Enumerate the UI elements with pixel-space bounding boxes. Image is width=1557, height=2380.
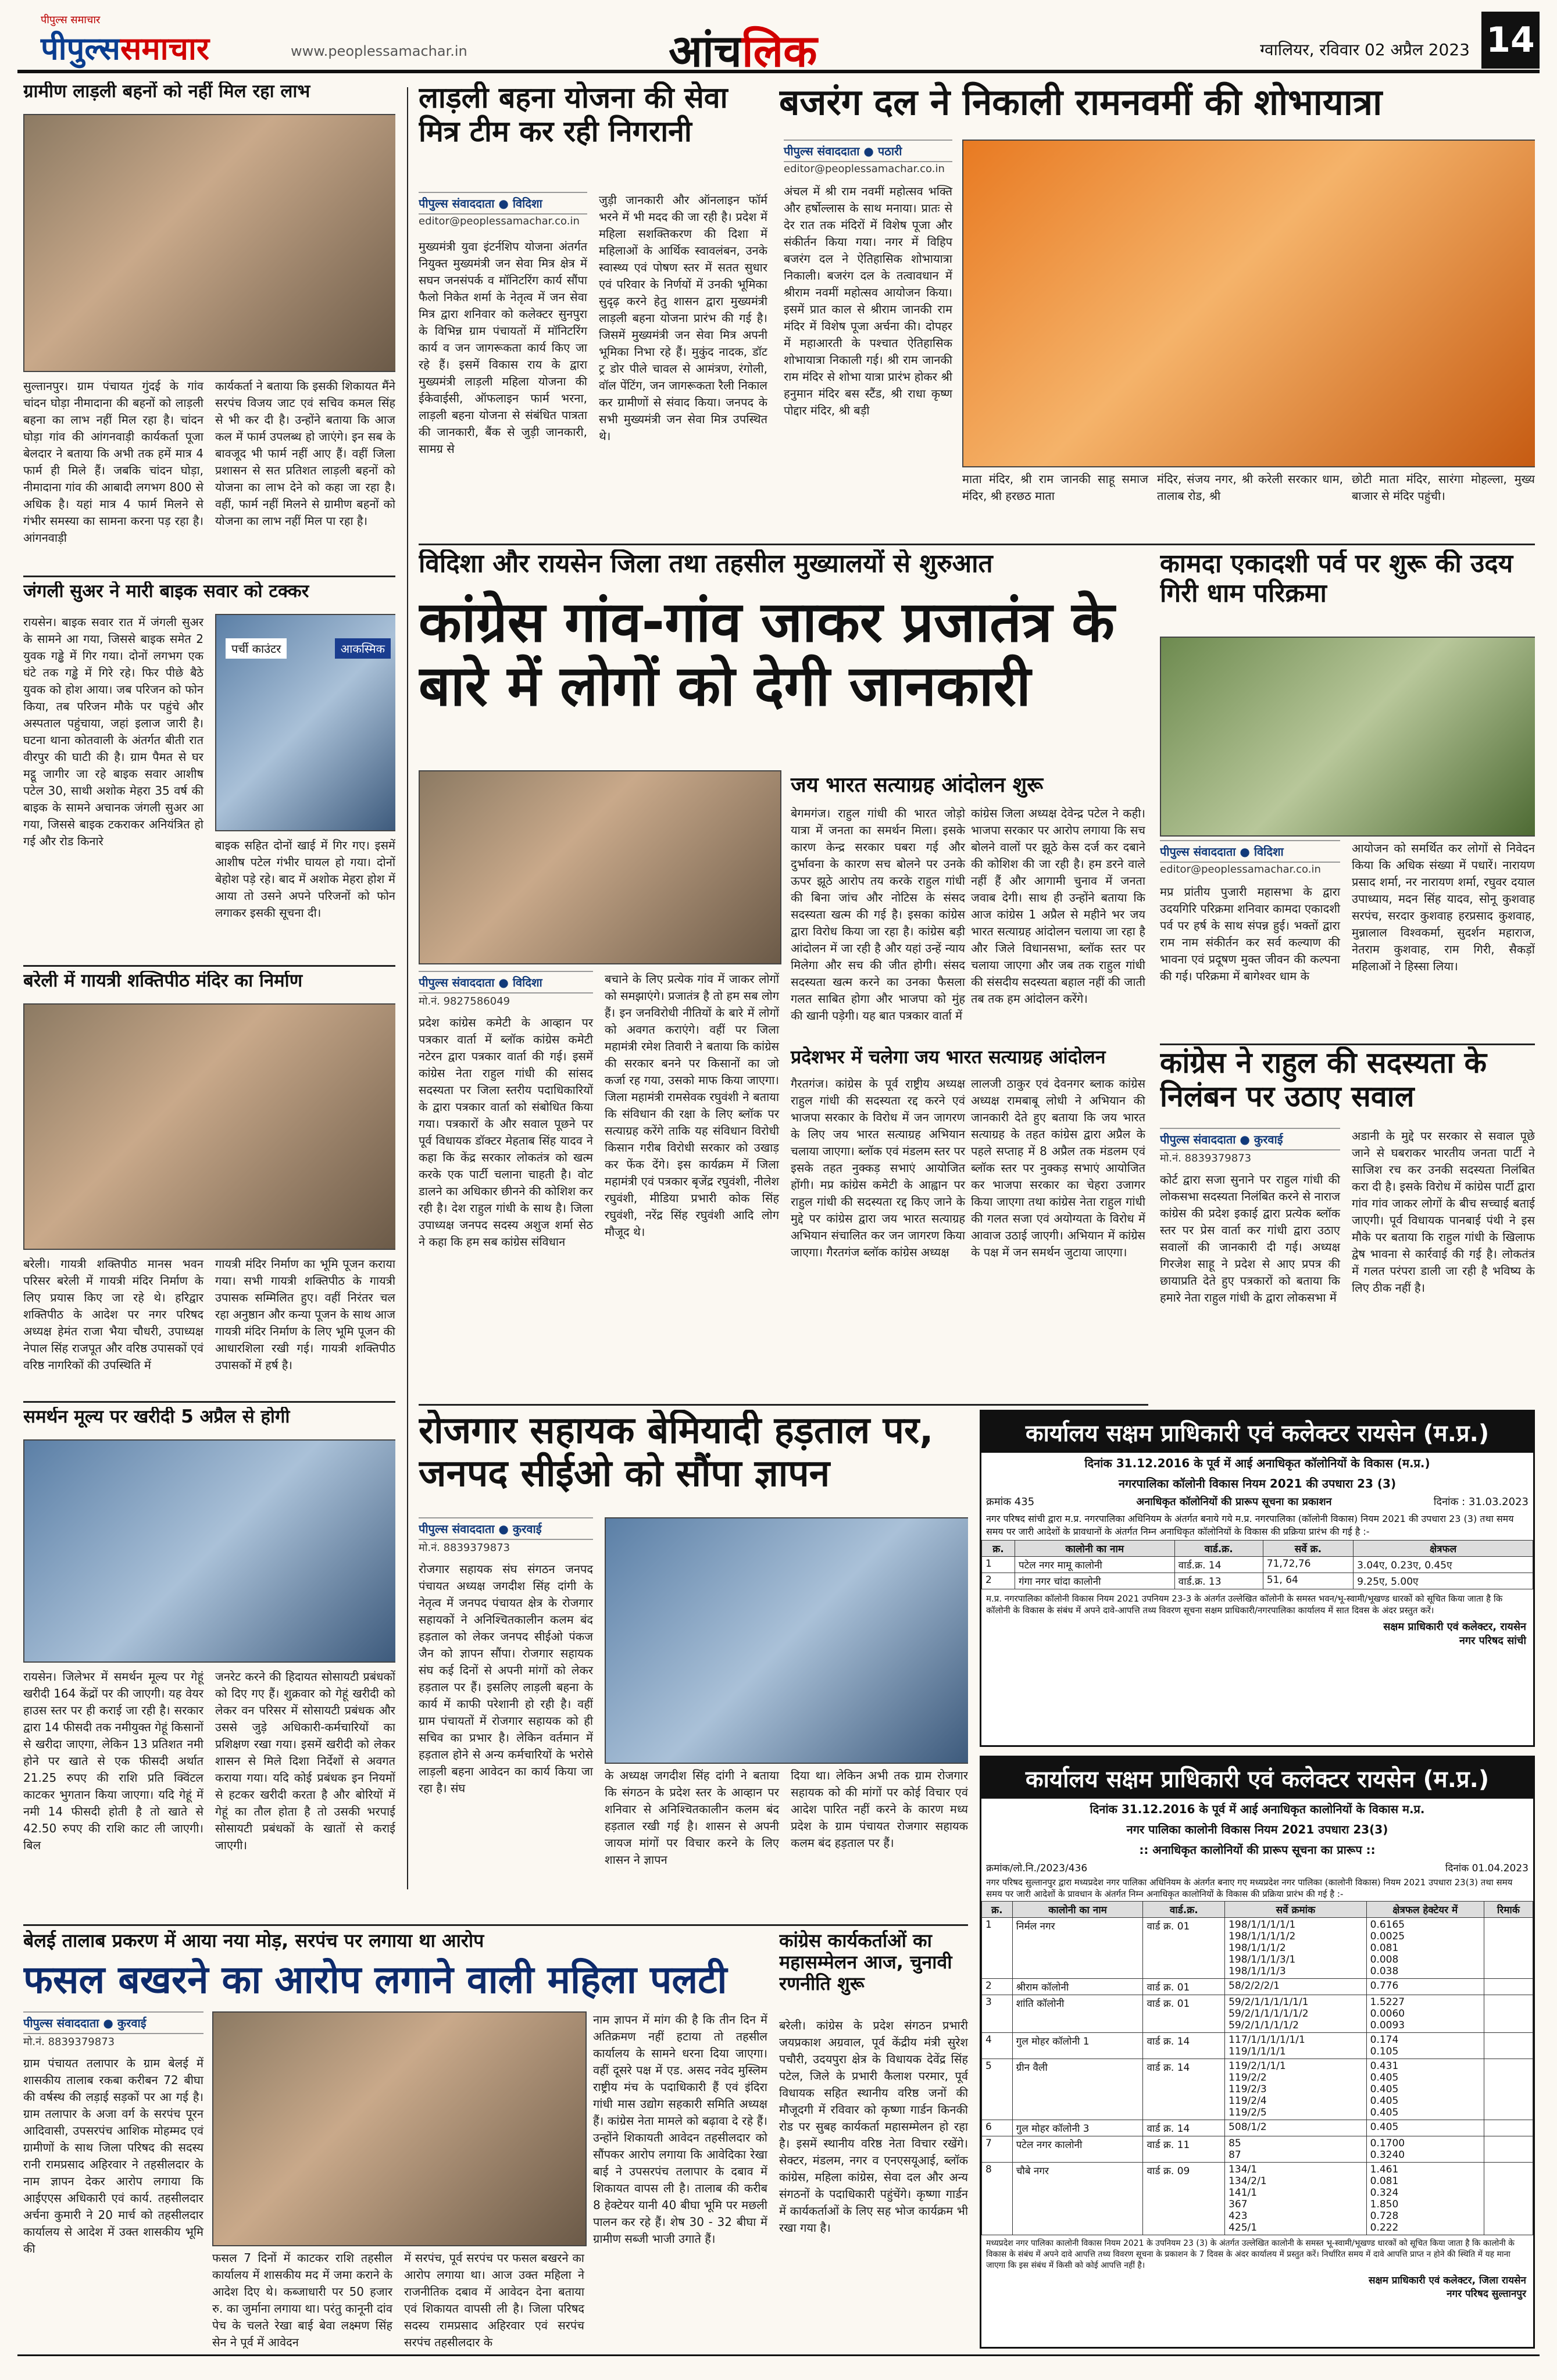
byline: पीपुल्स संवाददाता ● पठारी	[784, 140, 952, 162]
story-text: अडानी के मुद्दे पर सरकार से सवाल पूछे जाने से घबराकर भारतीय जनता पार्टी ने साजिश रच कर उनकी सदस्यता निलंबित करा दी है। इसके विरोध में कांग्रेस पार्टी द्वारा गांव गांव जाकर लोगों के बीच सच्चाई बताई जाएगी। पूर्व विधायक पानबाई पंथी ने इस मौके पर बताया कि राहुल गांधी के खिलाफ द्वेष भावना से कार्रवाई की गई है। लोकतंत्र में गलत परंपरा डाली जा रही है भविष्य के लिए ठीक नहीं है।	[1352, 1129, 1535, 1295]
table-cell: 119/2/1/1/1 119/2/2 119/2/3 119/2/4 119/2/5	[1225, 2059, 1367, 2120]
byline: पीपुल्स संवाददाता ● विदिशा	[419, 971, 593, 994]
table-cell: 134/1 134/2/1 141/1 367 423 425/1	[1225, 2163, 1367, 2235]
table-cell	[1484, 1979, 1533, 1995]
headline: कांग्रेस कार्यकर्ताओं का महासम्मेलन आज, चुनावी रणनीति शुरू	[779, 1930, 952, 1995]
table-cell: 85 87	[1225, 2136, 1367, 2163]
story-ekadashi	[1160, 549, 1535, 1038]
headline: रोजगार सहायक बेमियादी हड़ताल पर, जनपद सीईओ को सौंपा ज्ञापन	[419, 1410, 934, 1495]
photo-procession	[962, 140, 1535, 467]
legal-notice-sultanpur	[980, 1756, 1535, 2349]
photo-hospital	[215, 614, 395, 831]
story-wheat-purchase	[23, 1407, 395, 1895]
table-cell	[1484, 2033, 1533, 2059]
table-cell: 1.461 0.081 0.324 1.850 0.728 0.222	[1366, 2163, 1484, 2235]
story-text: जनरेट करने की हिदायत सोसायटी प्रबंधकों को दिए गए हैं। शुक्रवार को गेहूं खरीदी को लेकर वन परिसर में सोसायटी प्रबंधक और उससे जुड़े अधिकारी-कर्मचारियों का प्रशिक्षण रखा गया। इसमें खरीदी को लेकर शासन से मिले दिशा निर्देशों से अवगत कराया गया। यदि कोई प्रबंधक इन नियमों से हटकर खरीदी करता है और बोरियों में गेहूं का तौल होता है तो उसकी भरपाई सोसायटी प्रबंधकों के खातों से कराई जाएगी।	[215, 1670, 395, 1852]
table-cell: 198/1/1/1/1/1 198/1/1/1/1/2 198/1/1/1/2 198/1/1/1/3/1 198/1/1/1/3	[1225, 1918, 1367, 1979]
notice-subtitle: दिनांक 31.12.2016 के पूर्व में आई अनाधिकृत कॉलोनियों के विकास (म.प्र.)	[1084, 1456, 1430, 1470]
table-cell: निर्मल नगर	[1012, 1918, 1143, 1979]
byline: पीपुल्स संवाददाता ● कुरवाई	[23, 2011, 203, 2034]
table-cell	[1484, 2136, 1533, 2163]
notice-signature: सक्षम प्राधिकारी एवं कलेक्टर, रायसेन	[1383, 1621, 1526, 1633]
story-text: जुड़ी जानकारी और ऑनलाइन फॉर्म भरने में भी मदद की जा रही है। प्रदेश में महिला सशक्तिकरण की दिशा में महिलाओं के आर्थिक स्वावलंबन, उनके स्वास्थ्य एवं पोषण स्तर में सतत सुधार एवं परिवार के निर्णयों में उनकी भूमिका सुदृढ़ करने हेतु शासन द्वारा मुख्यमंत्री लाड़ली बहना योजना प्रारंभ की गई है। जिसमें मुख्यमंत्री जन सेवा मित्र अपनी भूमिका निभा रहे हैं। मुकुंद नादक, डॉट ट्र डोर पीले चावल से आमंत्रण, रंगोली, वॉल पेंटिंग, जन जागरूकता रैली निकाल कर ग्रामीणों से संवाद किया। जनपद के सभी मुख्यमंत्री जन सेवा मित्र उपस्थित थे।	[599, 193, 767, 443]
story-gayatri-temple	[23, 971, 395, 1389]
notice-title: कार्यालय सक्षम प्राधिकारी एवं कलेक्टर रायसेन (म.प्र.)	[981, 1757, 1533, 1799]
table-cell: वार्ड.क्र. 14	[1174, 1557, 1263, 1573]
kicker: विदिशा और रायसेन जिला तथा तहसील मुख्यालयों से शुरुआत	[419, 549, 993, 578]
table-cell: वार्ड क्र. 11	[1143, 2136, 1225, 2163]
table-cell	[1484, 1995, 1533, 2033]
story-text: बेगमगंज। राहुल गांधी की भारत जोड़ो यात्रा में जनता का समर्थन मिला। इसके कारण केन्द्र सरकार घबरा गई और दुर्भावना के कारण सच बोलने पर उनके ऊपर झूठे आरोप तय करके राहुल गांधी की बिना जांच और नोटिस के संसद सदस्यता खत्म की गई है। इसका कांग्रेस द्वारा विरोध किया जा रहा है। कांग्रेस बड़ी आंदोलन में जा रही है और यहां उन्हें न्याय मिलेगा और सच की जीत होगी। संसद सदस्यता खत्म करने का उनका फैसला गलत साबित होगा और भाजपा को मुंह की खानी पड़ेगी। यह बात पत्रकार वार्ता में	[791, 806, 965, 1023]
table-cell: 3	[982, 1995, 1013, 2033]
story-text: में सरपंच, पूर्व सरपंच पर फसल बखरने का आरोप लगाया था। आज उक्त महिला ने राजनीतिक दबाव में आवेदन देना बताया एवं शिकायत वापसी ली है। जिला परिषद सदस्य रामप्रसाद अहिरवार एवं सरपंच सरपंच तहसीलदार के	[404, 2251, 584, 2349]
table-cell	[1484, 2163, 1533, 2235]
story-congress-democracy	[419, 549, 1145, 1398]
headline: फसल बखरने का आरोप लगाने वाली महिला पलटी	[23, 1957, 727, 2002]
dateline: ग्वालियर, रविवार 02 अप्रैल 2023	[1260, 40, 1470, 59]
notice-intro: नगर परिषद सांची द्वारा म.प्र. नगरपालिका अधिनियम के अंतर्गत बनाये गये म.प्र. नगरपालिका (कॉलोनी विकास) नियम 2021 की उपधारा 23 (3) तथा समय समय पर जारी आदेशों के प्रावधानों के अंतर्गत निम्न अनाधिकृत कॉलोनियों के विकास की प्रक्रिया प्रारंभ की गई है :-	[986, 1513, 1514, 1537]
section-name: आंचलिक	[669, 25, 817, 77]
notice-subtitle: नगरपालिका कॉलोनी विकास नियम 2021 की उपधारा 23 (3)	[1118, 1477, 1397, 1491]
story-text: नाम ज्ञापन में मांग की है कि तीन दिन में अतिक्रमण नहीं हटाया तो तहसील कार्यालय के सामने धरना दिया जाएगा। वहीं दूसरे पक्ष में एड. असद नवेद मुस्लिम राष्ट्रीय मंच के पदाधिकारी हैं एवं इंदिरा गांधी मास उद्योग सहकारी समिति अध्यक्ष हैं। कांग्रेस नेता मामले को बढ़ावा दे रहे हैं। उन्होंने शिकायती आवेदन तहसीलदार को सौंपकर आरोप लगाया कि आवेदिका रेखा बाई ने उपसरपंच तलापार के दबाव में शिकायत वापस ली है। तालाब की करीब 8 हेक्टेयर यानी 40 बीघा भूमि पर मछली पालन कर रहे हैं। शेष 30 - 32 बीघा में ग्रामीण सब्जी भाजी उगाते हैं।	[593, 2013, 767, 2246]
masthead	[17, 12, 1540, 77]
headline: ग्रामीण लाड़ली बहनों को नहीं मिल रहा लाभ	[23, 81, 310, 102]
notice-subtitle: नगर पालिका कालोनी विकास नियम 2021 उपधारा 23(3)	[1126, 1822, 1388, 1836]
table-header: क्र.	[982, 1541, 1015, 1557]
table-row	[982, 1557, 1533, 1573]
table-cell: पटेल नगर कालोनी	[1012, 2136, 1143, 2163]
table-cell: वार्ड क्र. 09	[1143, 2163, 1225, 2235]
story-text: कांग्रेस जिला अध्यक्ष देवेन्द्र पटेल ने कही। भाजपा सरकार पर आरोप लगाया कि सच बोलने वालों पर झूठे केस दर्ज कर दबाने की कोशिश की जा रही है। हम डरने वाले नहीं हैं और आगामी चुनाव में जनता जवाब देगी। साथ ही उन्होंने बताया कि आज कांग्रेस 1 अप्रैल से महीने भर जय भारत सत्याग्रह आंदोलन चलाया जा रहा है और जिले विधानसभा, ब्लॉक स्तर पर चलाया जाएगा और जब तक राहुल गांधी की संसदीय सदस्यता बहाल नहीं की जाती तब तक हम आंदोलन करेंगे।	[971, 806, 1145, 1006]
website[interactable]: www.peoplessamachar.in	[291, 43, 467, 59]
byline: पीपुल्स संवाददाता ● कुरवाई	[419, 1517, 593, 1540]
table-cell	[1484, 2059, 1533, 2120]
story-rahul-membership	[1160, 1046, 1535, 1407]
story-text: ग्राम पंचायत तलापार के ग्राम बेलई में शासकीय तालाब रकबा करीबन 72 बीघा की वर्षस्थ की लड़ाई सड़कों पर आ गई है। ग्राम तलापार के अजा वर्ग के सरपंच पूरन आदिवासी, उपसरपंच आशिक मोहम्मद एवं ग्रामीणों के साथ जिला परिषद की सदस्य रानी रामप्रसाद अहिरवार ने तहसीलदार के नाम ज्ञापन देकर आरोप लगाया कि आईएएस अधिकारी एवं कार्य. तहसीलदार अर्चना कुमारी ने 20 मार्च को तहसीलदार कार्यालय से आदेश में उक्त शासकीय भूमि की	[23, 2056, 203, 2256]
table-header: क्र.	[982, 1902, 1013, 1918]
table-cell: शांति कॉलोनी	[1012, 1995, 1143, 2033]
table-cell: वार्ड.क्र. 13	[1174, 1573, 1263, 1589]
table-cell: 7	[982, 2136, 1013, 2163]
sign-text: आकस्मिक	[335, 638, 391, 659]
notice-signature: नगर परिषद सांची	[1459, 1635, 1526, 1647]
photo-press-conference	[419, 770, 781, 964]
notice-meta: क्रमांक/लो.नि./2023/436 दिनांक 01.04.2023	[986, 1863, 1529, 1874]
table-row	[982, 1995, 1533, 2033]
story-boar-accident	[23, 581, 395, 953]
table-cell: गंगा नगर चांदा कालोनी	[1015, 1573, 1174, 1589]
story-ramnavami	[779, 81, 1535, 535]
subheadline: प्रदेशभर में चलेगा जय भारत सत्याग्रह आंदोलन	[791, 1046, 1106, 1068]
byline: पीपुल्स संवाददाता ● विदिशा	[419, 192, 587, 215]
colony-table	[981, 1901, 1533, 2235]
newspaper-logo: पीपुल्ससमाचार	[41, 30, 209, 67]
story-text: सुल्तानपुर। ग्राम पंचायत गुंदई के गांव चांदन घोड़ा नीमादाना की बहनों को लाड़ली बहना का लाभ नहीं मिल रहा है। चांदन घोड़ा गांव की आंगनवाड़ी कार्यकर्ता पूजा बेलदार ने बताया कि अभी तक हमें मात्र 4 फार्म ही मिले हैं। जबकि चांदन घोड़ा, नीमादाना गांव की आबादी लगभग 800 से अधिक है। यहां मात्र 4 फार्म मिलने से गंभीर समस्या का सामना करना पड़ रहा है। आंगनवाड़ी	[23, 379, 203, 545]
table-row	[982, 2136, 1533, 2163]
table-cell: 0.405	[1366, 2120, 1484, 2136]
photo-training	[23, 1439, 395, 1663]
table-cell: 0.1700 0.3240	[1366, 2136, 1484, 2163]
story-text: बरेली। कांग्रेस के प्रदेश संगठन प्रभारी जयप्रकाश अग्रवाल, पूर्व केंद्रीय मंत्री सुरेश पचौरी, उदयपुरा क्षेत्र के विधायक देवेंद्र सिंह पटेल, जिले के प्रभारी कैलाश परमार, पूर्व विधायक सहित स्थानीय वरिष्ठ जनों की मौजूदगी में रविवार को कृष्णा गार्डन किनकी रोड पर सुबह कार्यकर्ता महासम्मेलन हो रहा है। इसमें स्थानीय वरिष्ठ नेता विचार रखेंगे। सेक्टर, मंडलम, नगर व एनएसयूआई, ब्लॉक कांग्रेस, महिला कांग्रेस, सेवा दल और अन्य संगठनों के पदाधिकारी पहुंचेंगे। कृष्णा गार्डन में कार्यकर्ताओं के लिए सह भोज कार्यक्रम भी रखा गया है।	[779, 2018, 968, 2235]
headline: जंगली सुअर ने मारी बाइक सवार को टक्कर	[23, 581, 309, 602]
table-cell: ग्रीन वैली	[1012, 2059, 1143, 2120]
table-row	[982, 1979, 1533, 1995]
story-text: बचाने के लिए प्रत्येक गांव में जाकर लोगों को समझाएंगे। प्रजातंत्र है तो हम सब लोग हैं। इन जनविरोधी नीतियों के बारे में लोगों को अवगत कराएंगे। वहीं पर जिला महामंत्री रमेश तिवारी ने बताया कि कांग्रेस की सरकार बनने पर किसानों का जो कर्जा रह गया, उसको माफ किया जाएगा। जिला महामंत्री रामसेवक रघुवंशी ने बताया कि संविधान की रक्षा के लिए ब्लॉक पर सत्याग्रह करेंगे ताकि यह संविधान विरोधी किसान गरीब विरोधी सरकार को उखाड़ कर फेंक देंगे। इस कार्यक्रम में जिला महामंत्री एवं पत्रकार बृजेंद्र रघुवंशी, नीलेश रघुवंशी, मीडिया प्रभारी कोक सिंह रघुवंशी, नरेंद्र सिंह रघुवंशी आदि लोग मौजूद थे।	[605, 972, 779, 1239]
table-header: वार्ड.क्र.	[1143, 1902, 1225, 1918]
phone: मो.नं. 8839379873	[419, 1542, 510, 1554]
table-cell: 59/2/1/1/1/1/1/1 59/2/1/1/1/1/1/2 59/2/1/1/1/1/2	[1225, 1995, 1367, 2033]
photo-parikrama	[1160, 637, 1535, 837]
story-text: मुख्यमंत्री युवा इंटर्नशिप योजना अंतर्गत नियुक्त मुख्यमंत्री जन सेवा मित्र क्षेत्र में सघन जनसंपर्क व मॉनिटरिंग कार्य सौंपा फैलो निकेत शर्मा के नेतृत्व में जन सेवा मित्र द्वारा शनिवार को कलेक्टर सुनपुरा के विभिन्न ग्राम पंचायतों में मॉनिटरिंग कार्य व जन जागरूकता कार्य किए जा रहे हैं। इसमें विकास राय के द्वारा मुख्यमंत्री लाड़ली महिला योजना की ईकेवाईसी, ऑफलाइन फार्म भरना, लाड़ली बहना योजना से संबंधित पात्रता की जानकारी, बैंक से जुड़ी जानकारी, सामग्र से	[419, 240, 587, 456]
table-cell: 5	[982, 2059, 1013, 2120]
story-text: गायत्री मंदिर निर्माण का भूमि पूजन कराया गया। सभी गायत्री शक्तिपीठ के गायत्री उपासक सम्मिलित हुए। वहीं निरंतर चल रहा अनुष्ठान और कन्या पूजन के साथ आज गायत्री मंदिर निर्माण के लिए भूमि पूजन की आधारशिला रखी गई। गायत्री शक्तिपीठ उपासकों में हर्ष है।	[215, 1257, 395, 1372]
story-text: आयोजन को समर्थित कर लोगों से निवेदन किया कि अधिक संख्या में पधारें। नारायण प्रसाद शर्मा, नर नारायण शर्मा, रघुवर दयाल उपाध्याय, मदन सिंह यादव, सोनू कुशवाह सरपंच, सरदार कुशवाह हरप्रसाद कुशवाह, मुन्नालाल विश्वकर्मा, सुदर्शन महाराज, नेतराम कुशवाह, राम गिरी, सैकड़ों महिलाओं ने हिस्सा लिया।	[1352, 841, 1535, 973]
sign-text: पर्ची काउंटर	[226, 638, 287, 659]
legal-notice-sanchi	[980, 1410, 1535, 1747]
byline: पीपुल्स संवाददाता ● विदिशा	[1160, 840, 1340, 863]
story-text: रोजगार सहायक संघ संगठन जनपद पंचायत अध्यक्ष जगदीश सिंह दांगी के नेतृत्व में जनपद पंचायत क्षेत्र के रोजगार सहायकों ने अनिश्चितकालीन कलम बंद हड़ताल को लेकर जनपद सीईओ पंकज जैन को ज्ञापन सौंपा। रोजगार सहायक संघ कई दिनों से अपनी मांगों को लेकर हड़ताल पर हैं। इसलिए लाड़ली बहना के कार्य में काफी परेशानी हो रही है। वहीं ग्राम पंचायतों में रोजगार सहायक को ही सचिव का प्रभार है। लेकिन वर्तमान में हड़ताल होने से अन्य कर्मचारियों के भरोसे लाड़ली बहना आवेदन का कार्य किया जा रहा है। संघ	[419, 1562, 593, 1795]
table-cell: 1	[982, 1918, 1013, 1979]
table-cell: 58/2/2/2/1	[1225, 1979, 1367, 1995]
story-ladli-rural	[23, 81, 395, 558]
notice-meta: क्रमांक 435 अनाधिकृत कॉलोनियों की प्रारूप सूचना का प्रकाशन दिनांक : 31.03.2023	[986, 1496, 1529, 1508]
table-cell: 0.174 0.105	[1366, 2033, 1484, 2059]
email[interactable]: editor@peoplessamachar.co.in	[1160, 863, 1321, 875]
logo-tagline: पीपुल्स समाचार	[41, 14, 101, 26]
table-cell: 0.776	[1366, 1979, 1484, 1995]
story-text: रायसेन। बाइक सवार रात में जंगली सुअर के सामने आ गया, जिससे बाइक समेत 2 युवक गड्ढे में गिर गया। दोनों लगभग एक घंटे तक गड्ढे में गिरे रहे। फिर पीछे बैठे युवक को होश आया। जब परिजन को फोन किया, तब परिजन मौके पर पहुंचे और अस्पताल पहुंचाया, जहां इलाज जारी है। घटना थाना कोतवाली के अंतर्गत बीती रात वीरपुर की घाटी की है। ग्राम पैमत से घर मट्ठू जागीर जा रहे बाइक सवार आशीष पटेल 30, साथी अशोक मेहरा 35 वर्ष की बाइक के सामने अचानक जंगली सुअर आ गया, जिससे बाइक टकराकर अनियंत्रित हो गई और रोड किनारे	[23, 615, 203, 848]
photo-bhoomi-pujan	[23, 1003, 395, 1250]
story-crop-allegation	[23, 1930, 767, 2349]
story-text: कोर्ट द्वारा सजा सुनाने पर राहुल गांधी की लोकसभा सदस्यता निलंबित करने से नाराज कांग्रेस की प्रदेश इकाई द्वारा प्रत्येक ब्लॉक स्तर पर प्रेस वार्ता कर गांधी द्वारा उठाए सवालों की जानकारी दी गई। अध्यक्ष गिरजेश साहू ने प्रदेश से आए प्रपत्र की छायाप्रति देते हुए पत्रकारों को बताया कि हमारे नेता राहुल गांधी के द्वारा लोकसभा में	[1160, 1173, 1340, 1305]
table-cell: 4	[982, 2033, 1013, 2059]
story-text: दिया था। लेकिन अभी तक ग्राम रोजगार सहायक को की मांगों पर कोई विचार एवं आदेश पारित नहीं करने के कारण मध्य प्रदेश के ग्राम पंचायत रोजगार सहायक कलम बंद हड़ताल पर हैं।	[791, 1768, 968, 1850]
story-text: मंदिर, संजय नगर, श्री करेली सरकार धाम, तालाब रोड, श्री	[1157, 472, 1343, 503]
table-cell: वार्ड क्र. 01	[1143, 1979, 1225, 1995]
table-cell: 9.25ए, 5.00ए	[1354, 1573, 1533, 1589]
headline: लाड़ली बहना योजना की सेवा मित्र टीम कर रही निगरानी	[419, 81, 728, 148]
table-cell: 508/1/2	[1225, 2120, 1367, 2136]
table-header: सर्वे क्रमांक	[1225, 1902, 1367, 1918]
story-text: मप्र प्रांतीय पुजारी महासभा के द्वारा उदयगिरि परिक्रमा शनिवार कामदा एकादशी पर्व पर हर्ष के साथ संपन्न हुई। भक्तों द्वारा राम नाम संकीर्तन कर सर्व कल्याण की भावना एवं प्रदूषण मुक्त जीवन की कल्पना की गई। परिक्रमा में बागेश्वर धाम के	[1160, 885, 1340, 983]
kicker: बेलई तालाब प्रकरण में आया नया मोड़, सरपंच पर लगाया था आरोप	[23, 1930, 484, 1952]
table-cell: वार्ड क्र. 01	[1143, 1995, 1225, 2033]
story-text: छोटी माता मंदिर, सारंगा मोहल्ला, मुख्य बाजार से मंदिर पहुंची।	[1352, 472, 1535, 503]
table-row	[982, 1573, 1533, 1589]
notice-footer: मध्यप्रदेश नगर पालिका कालोनी विकास नियम 2021 के उपनियम 23 (3) के अंतर्गत उल्लेखित कालोनी के समस्त भू-स्वामी/भूखण्ड धारकों को सूचित किया जाता है कि कालोनी के विकास के संबंध में अपने दावे आपत्ति तथ्य विवरण सूचना के प्रकाशन के 7 दिवस के अंदर कार्यालय में प्रस्तुत करें। निर्धारित समय में दावे आपत्ति प्राप्त न होने की स्थिति में यह माना जाएगा कि इस संबंध में किसी को कोई आपत्ति नहीं है।	[986, 2239, 1515, 2270]
story-text: बरेली। गायत्री शक्तिपीठ मानस भवन परिसर बरेली में गायत्री मंदिर निर्माण के लिए प्रयास किए जा रहे थे। हरिद्वार शक्तिपीठ के आदेश पर नगर परिषद अध्यक्ष हेमंत राजा भैया चौधरी, उपाध्यक्ष नेपाल सिंह राजपूत और वरिष्ठ उपासकों एवं वरिष्ठ नागरिकों की उपस्थिति में	[23, 1257, 203, 1372]
table-header: कालोनी का नाम	[1012, 1902, 1143, 1918]
table-cell: वार्ड क्र. 14	[1143, 2059, 1225, 2120]
photo-memorandum	[605, 1517, 968, 1764]
colony-table	[981, 1540, 1533, 1589]
notice-signature: नगर परिषद सुल्तानपुर	[1447, 2288, 1526, 2300]
table-cell	[1484, 2120, 1533, 2136]
headline: कामदा एकादशी पर्व पर शुरू की उदय गिरी धाम परिक्रमा	[1160, 549, 1513, 608]
table-cell	[1484, 1918, 1533, 1979]
story-congress-sammelan	[779, 1930, 968, 2349]
story-text: के अध्यक्ष जगदीश सिंह दांगी ने बताया कि संगठन के प्रदेश स्तर के आव्हान पर शनिवार से अनिश्चितकालीन कलम बंद हड़ताल रखी गई है। शासन से अपनी जायज मांगों पर विचार करने के लिए शासन ने ज्ञापन	[605, 1768, 779, 1867]
email[interactable]: editor@peoplessamachar.co.in	[784, 163, 945, 175]
phone: मो.नं. 9827586049	[419, 995, 510, 1007]
table-cell: चौबे नगर	[1012, 2163, 1143, 2235]
story-text: कार्यकर्ता ने बताया कि इसकी शिकायत मैंने सरपंच विजय जाट एवं सचिव कमल सिंह से भी कर दी है। उन्होंने बताया कि आज कल में फार्म उपलब्ध हो जाएंगे। इन सब के बावजूद भी फार्म नहीं आए हैं। वहीं जिला प्रशासन से सत प्रतिशत लाड़ली बहनों को योजना का लाभ देने को कहा जा रहा है। वहीं, फार्म नहीं मिलने से ग्रामीण बहनों को योजना का लाभ नहीं मिल पा रहा है।	[215, 379, 395, 528]
notice-intro: नगर परिषद सुल्तानपुर द्वारा मध्यप्रदेश नगर पालिका अधिनियम के अंतर्गत बनाए गए मध्यप्रदेश नगर पालिका (कालोनी विकास) नियम 2021 उपधारा 23(3) तथा समय समय पर जारी आदेशों के प्रावधान के अंतर्गत निम्न अनाधिकृत कालोनियों के विकास की प्रक्रिया प्रारंभ की गई है :-	[986, 1877, 1513, 1899]
story-text: गैरतगंज। कांग्रेस के पूर्व राष्ट्रीय अध्यक्ष राहुल गांधी की सदस्यता रद्द करने एवं भाजपा सरकार के विरोध में जन जागरण के लिए जय भारत सत्याग्रह अभियान चलाया जाएगा। ब्लॉक एवं मंडलम स्तर पर इसके तहत नुक्कड़ सभाएं आयोजित होंगी। मप्र कांग्रेस कमेटी के आह्वान पर राहुल गांधी की सदस्यता रद्द किए जाने के मुद्दे पर कांग्रेस द्वारा जय भारत सत्याग्रह अभियान संचालित कर जन जागरण किया जाएगा। गैरतगंज ब्लॉक कांग्रेस अध्यक्ष	[791, 1077, 965, 1259]
table-header: क्षेत्रफल	[1354, 1541, 1533, 1557]
story-text: बाइक सहित दोनों खाई में गिर गए। इसमें आशीष पटेल गंभीर घायल हो गया। दोनों बेहोश पड़े रहे। बाद में अशोक मेहरा होश में आया तो उसने अपने परिजनों को फोन लगाकर इसकी सूचना दी।	[215, 838, 395, 920]
table-row	[982, 2120, 1533, 2136]
table-row	[982, 1918, 1533, 1979]
headline: बजरंग दल ने निकाली रामनवमीं की शोभायात्रा	[779, 81, 1383, 123]
table-header: वार्ड.क्र.	[1174, 1541, 1263, 1557]
story-text: प्रदेश कांग्रेस कमेटी के आव्हान पर पत्रकार वार्ता में ब्लॉक कांग्रेस कमेटी नटेरन द्वारा पत्रकार वार्ता की गई। इसमें कांग्रेस नेता राहुल गांधी की सांसद सदस्यता पर जिला स्तरीय पदाधिकारियों के द्वारा पत्रकार वार्ता को संबोधित किया गया। पत्रकारों के और सवाल पूछने पर पूर्व विधायक डॉक्टर मेहताब सिंह यादव ने कहा कि केंद्र सरकार लोकतंत्र को खत्म करके एक पार्टी चलाना चाहती है। वोट डालने का अधिकार छीनने की कोशिश कर रही है। देश राहुल गांधी के साथ है। जिला उपाध्यक्ष जनपद सदस्य अशुज शर्मा सेठ ने कहा कि हम सब कांग्रेस संविधान	[419, 1016, 593, 1249]
table-header: रिमार्क	[1484, 1902, 1533, 1918]
headline: कांग्रेस ने राहुल की सदस्यता के निलंबन पर उठाए सवाल	[1160, 1046, 1487, 1113]
phone: मो.नं. 8839379873	[23, 2036, 115, 2048]
page-number: 14	[1481, 12, 1540, 69]
table-cell: वार्ड क्र. 14	[1143, 2033, 1225, 2059]
notice-subtitle: दिनांक 31.12.2016 के पूर्व में आई अनाधिकृत कालोनियों के विकास म.प्र.	[1090, 1802, 1425, 1816]
table-cell: 1.5227 0.0060 0.0093	[1366, 1995, 1484, 2033]
byline: पीपुल्स संवाददाता ● कुरवाई	[1160, 1128, 1340, 1150]
email[interactable]: editor@peoplessamachar.co.in	[419, 215, 580, 227]
table-cell: 71,72,76	[1263, 1557, 1353, 1573]
headline: बरेली में गायत्री शक्तिपीठ मंदिर का निर्माण	[23, 971, 303, 991]
bottom-rule	[17, 2354, 1540, 2368]
table-cell: गुल मोहर कॉलोनी 3	[1012, 2120, 1143, 2136]
table-cell: पटेल नगर मामू कालोनी	[1015, 1557, 1174, 1573]
table-cell: 117/1/1/1/1/1/1 119/1/1/1/1	[1225, 2033, 1367, 2059]
story-text: माता मंदिर, श्री राम जानकी साहू समाज मंदिर, श्री हरछठ माता	[962, 472, 1148, 503]
table-cell: श्रीराम कॉलोनी	[1012, 1979, 1143, 1995]
table-row	[982, 2059, 1533, 2120]
story-text: लालजी ठाकुर एवं देवनगर ब्लाक कांग्रेस अध्यक्ष रामबाबू लोधी ने अभियान की जानकारी देते हुए बताया कि जय भारत सत्याग्रह के तहत कांग्रेस द्वारा अप्रैल के पहले सप्ताह में 8 अप्रैल तक मंडलम एवं ब्लॉक स्तर पर नुक्कड़ सभाएं आयोजित कर भाजपा सरकार का चेहरा उजागर किया जाएगा तथा कांग्रेस नेता राहुल गांधी की गलत सजा एवं अयोग्यता के विरोध में आवाज उठाई जाएगी। अभियान में कांग्रेस के पक्ष में जन समर्थन जुटाया जाएगा।	[971, 1077, 1145, 1259]
story-seva-mitra	[419, 81, 767, 535]
photo-women-village	[23, 114, 395, 372]
table-header: कालोनी का नाम	[1015, 1541, 1174, 1557]
table-cell: 2	[982, 1979, 1013, 1995]
story-text: रायसेन। जिलेभर में समर्थन मूल्य पर गेहूं खरीदी 164 केंद्रों पर की जाएगी। यह वेयर हाउस स्तर पर ही कराई जा रही है। सरकार द्वारा 14 फीसदी तक नमीयुक्त गेहूं किसानों से खरीदा जाएगा, लेकिन 13 प्रतिशत नमी होने पर खाते से एक फीसदी अर्थात 21.25 रुपए की राशि प्रति क्विंटल काटकर भुगतान किया जाएगा। यदि गेहूं में नमी 14 फीसदी होती है तो खाते से 42.50 रुपए की राशि काट ली जाएगी। बिल	[23, 1670, 203, 1852]
table-cell: 1	[982, 1557, 1015, 1573]
table-cell: वार्ड क्र. 14	[1143, 2120, 1225, 2136]
table-cell: 2	[982, 1573, 1015, 1589]
table-cell: 3.04ए, 0.23ए, 0.45ए	[1354, 1557, 1533, 1573]
notice-title: कार्यालय सक्षम प्राधिकारी एवं कलेक्टर रायसेन (म.प्र.)	[981, 1411, 1533, 1453]
table-cell: 0.431 0.405 0.405 0.405 0.405	[1366, 2059, 1484, 2120]
table-cell: वार्ड क्र. 01	[1143, 1918, 1225, 1979]
phone: मो.नं. 8839379873	[1160, 1152, 1252, 1164]
story-text: फसल 7 दिनों में काटकर राशि तहसील कार्यालय में शासकीय मद में जमा कराने के आदेश दिए थे। कब्जाधारी पर 50 हजार रु. का जुर्माना लगाया था। परंतु कानूनी दांव पेच के चलते रेखा बाई बेवा लक्ष्मण सिंह सेन ने पूर्व में आवेदन	[212, 2251, 392, 2349]
subheadline: जय भारत सत्याग्रह आंदोलन शुरू	[791, 773, 1044, 797]
headline: कांग्रेस गांव-गांव जाकर प्रजातंत्र के बारे में लोगों को देगी जानकारी	[419, 589, 1115, 719]
notice-subtitle: :: अनाधिकृत कालोनियों की प्रारूप सूचना का प्रारूप ::	[1139, 1843, 1376, 1857]
table-cell: 0.6165 0.0025 0.081 0.008 0.038	[1366, 1918, 1484, 1979]
table-cell: गुल मोहर कॉलोनी 1	[1012, 2033, 1143, 2059]
table-header: क्षेत्रफल हेक्टेयर में	[1366, 1902, 1484, 1918]
table-cell: 8	[982, 2163, 1013, 2235]
headline: समर्थन मूल्य पर खरीदी 5 अप्रैल से होगी	[23, 1407, 290, 1427]
notice-footer: म.प्र. नगरपालिका कॉलोनी विकास नियम 2021 उपनियम 23-3 के अंतर्गत उल्लेखित कॉलोनी के समस्त भवन/भू-स्वामी/भूखण्ड धारकों को सूचित किया जाता है कि कॉलोनी के विकास के संबंध में अपने दावे-आपत्ति तथ्य विवरण सूचना सक्षम प्राधिकारी/नगरपालिका कार्यालय में सात दिवस के अंदर प्रस्तुत करें।	[986, 1593, 1503, 1616]
story-rojgar-strike	[419, 1410, 968, 1921]
table-cell: 51, 64	[1263, 1573, 1353, 1589]
table-row	[982, 2033, 1533, 2059]
table-cell: 6	[982, 2120, 1013, 2136]
photo-complaint	[212, 2011, 587, 2246]
notice-signature: सक्षम प्राधिकारी एवं कलेक्टर, जिला रायसेन	[1369, 2275, 1526, 2286]
table-row	[982, 2163, 1533, 2235]
story-text: अंचल में श्री राम नवमीं महोत्सव भक्ति और हर्षोल्लास के साथ मनाया। प्रातः से देर रात तक मंदिरों में विशेष पूजा और संकीर्तन किया गया। नगर में विहिप बजरंग दल ने ऐतिहासिक शोभायात्रा निकाली। बजरंग दल के तत्वावधान में श्रीराम नवमीं महोत्सव आयोजन किया। इसमें प्रात काल से श्रीराम जानकी राम मंदिर में विशेष पूजा अर्चना की। दोपहर में महाआरती के पश्चात ऐतिहासिक शोभायात्रा निकाली गई। श्री राम जानकी राम मंदिर से शोभा यात्रा प्रारंभ होकर श्री हनुमान मंदिर बस स्टैंड, श्री राधा कृष्ण पोद्दार मंदिर, श्री बड़ी	[784, 184, 952, 417]
table-header: सर्वे क्र.	[1263, 1541, 1353, 1557]
